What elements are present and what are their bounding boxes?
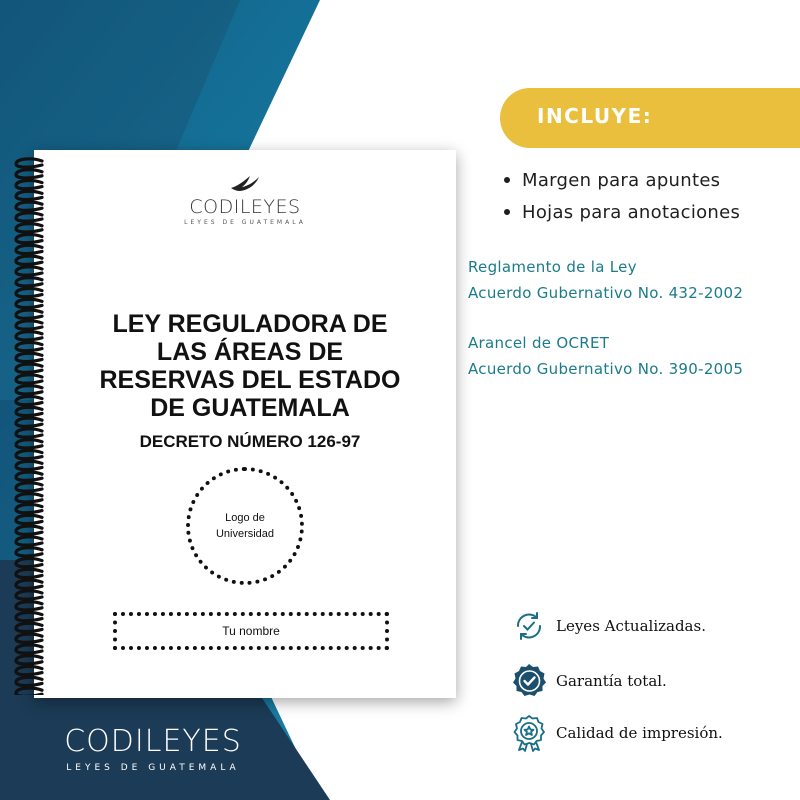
spiral-coil [16, 483, 42, 491]
award-badge-icon [510, 714, 548, 752]
spiral-coil [16, 537, 42, 545]
spiral-coil [16, 558, 42, 566]
document-reference: Acuerdo Gubernativo No. 390-2005 [468, 360, 744, 378]
university-logo-placeholder [186, 467, 304, 585]
law-title-line: LEY REGULADORA DE [112, 310, 388, 338]
feature-label: Calidad de impresión. [556, 724, 723, 742]
document-name: Arancel de OCRET [468, 334, 610, 352]
notebook-brand-name: CODILEYES [189, 196, 301, 218]
decree-number: DECRETO NÚMERO 126-97 [139, 432, 361, 451]
spiral-coil [16, 548, 42, 556]
spiral-coil [16, 342, 42, 350]
spiral-coil [16, 494, 42, 502]
spiral-coil [16, 321, 42, 329]
document-reglamento [468, 254, 743, 306]
bullet-icon [504, 209, 510, 215]
spiral-coil [16, 623, 42, 631]
spiral-coil [16, 386, 42, 394]
spiral-coil [16, 288, 42, 296]
document-arancel [468, 330, 743, 382]
law-title [70, 310, 430, 422]
spiral-coil [16, 418, 42, 426]
logo-placeholder-line: Universidad [215, 528, 275, 540]
spiral-coil [16, 515, 42, 523]
spiral-coil [16, 429, 42, 437]
spiral-coil [16, 472, 42, 480]
spiral-coil [16, 245, 42, 253]
spiral-coil [16, 234, 42, 242]
bullet-icon [504, 177, 510, 183]
spiral-coil [16, 677, 42, 685]
spiral-coil [16, 656, 42, 664]
spiral-coil [16, 634, 42, 642]
spiral-coil [16, 569, 42, 577]
list-item [500, 165, 740, 197]
name-placeholder: Tu nombre [113, 612, 389, 650]
spiral-coil [16, 159, 42, 167]
spiral-coil [16, 526, 42, 534]
refresh-icon [510, 607, 548, 645]
spiral-coil [16, 612, 42, 620]
list-item-label: Hojas para anotaciones [522, 202, 741, 223]
spiral-coil [16, 461, 42, 469]
law-title-line: RESERVAS DEL ESTADO [99, 366, 401, 394]
brand-logo [58, 724, 248, 773]
list-item-label: Margen para apuntes [522, 170, 721, 191]
notebook-brand [34, 172, 456, 226]
feature-updated-laws [510, 606, 706, 646]
includes-list [500, 165, 740, 229]
spiral-coil [16, 450, 42, 458]
law-title-line: DE GUATEMALA [150, 394, 350, 422]
feature-print-quality [510, 713, 723, 753]
spiral-coil [16, 645, 42, 653]
bird-logo-icon [228, 172, 262, 194]
spiral-coil [16, 602, 42, 610]
spiral-coil [16, 256, 42, 264]
spiral-coil [16, 364, 42, 372]
brand-tagline: LEYES DE GUATEMALA [66, 763, 240, 773]
logo-placeholder-line: Logo de [225, 512, 265, 524]
spiral-coil [16, 267, 42, 275]
spiral-coil [16, 375, 42, 383]
spiral-coil [16, 310, 42, 318]
spiral-coil [16, 396, 42, 404]
spiral-coil [16, 278, 42, 286]
spiral-coil [16, 504, 42, 512]
list-item [500, 197, 740, 229]
check-badge-icon [510, 662, 548, 700]
law-title-line: LAS ÁREAS DE [156, 338, 344, 366]
spiral-binding [12, 155, 52, 695]
brand-name: CODILEYES [64, 724, 242, 759]
includes-heading: INCLUYE: [537, 104, 653, 128]
feature-label: Leyes Actualizadas. [556, 617, 706, 635]
document-name: Reglamento de la Ley [468, 258, 637, 276]
document-reference: Acuerdo Gubernativo No. 432-2002 [468, 284, 744, 302]
notebook-brand-tagline: LEYES DE GUATEMALA [184, 219, 306, 226]
spiral-coil [16, 688, 42, 695]
spiral-coil [16, 580, 42, 588]
feature-label: Garantía total. [556, 672, 667, 690]
spiral-coil [16, 332, 42, 340]
feature-guarantee [510, 661, 667, 701]
spiral-coil [16, 299, 42, 307]
spiral-coil [16, 591, 42, 599]
spiral-coil [16, 440, 42, 448]
spiral-coil [16, 407, 42, 415]
spiral-coil [16, 666, 42, 674]
spiral-coil [16, 353, 42, 361]
